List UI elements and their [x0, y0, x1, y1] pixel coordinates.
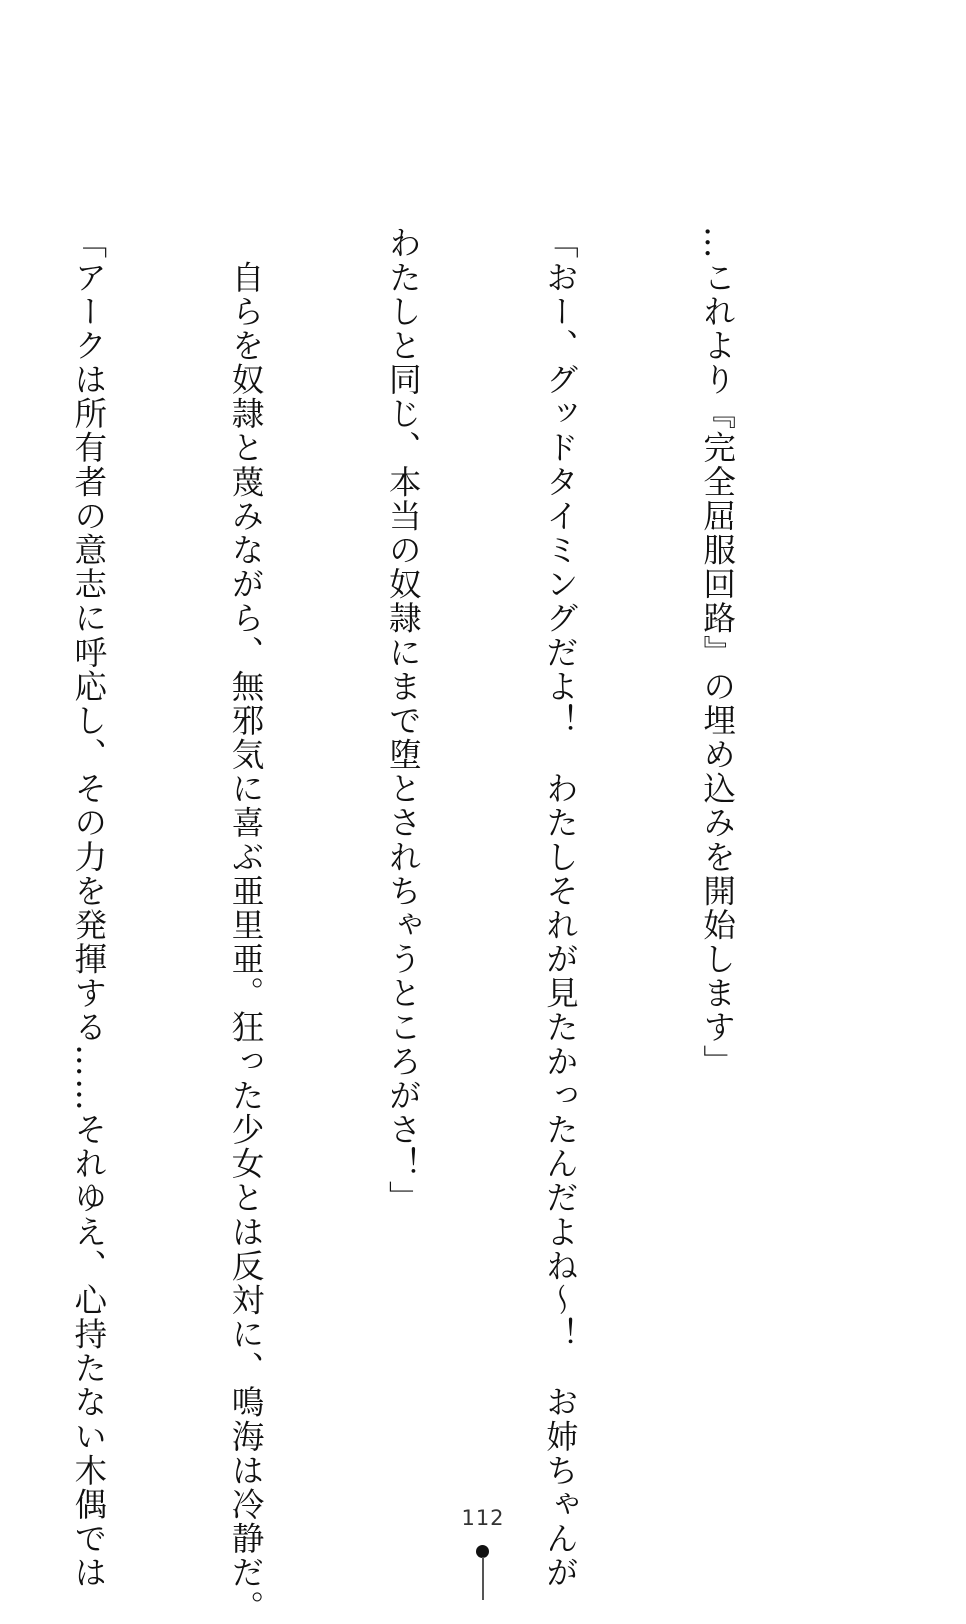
- text-column: 自らを奴隷と蔑みながら、無邪気に喜ぶ亜里亜。狂った少女とは反対に、鳴海は冷静だ。: [226, 226, 265, 1624]
- page-number: 112: [461, 1506, 505, 1530]
- text-column: 「アークは所有者の意志に呼応し、その力を発揮する……それゆえ、心持たない木偶では: [69, 226, 108, 1590]
- page-marker-line: [482, 1557, 484, 1600]
- text-column: 「おー、グッドタイミングだよ！ わたしそれが見たかったんだよね～！ お姉ちゃんが: [540, 226, 579, 1590]
- text-column: …これより『完全屈服回路』の埋め込みを開始します」: [698, 226, 737, 1079]
- text-column: わたしと同じ、本当の奴隷にまで堕とされちゃうところがさ！」: [383, 226, 422, 1215]
